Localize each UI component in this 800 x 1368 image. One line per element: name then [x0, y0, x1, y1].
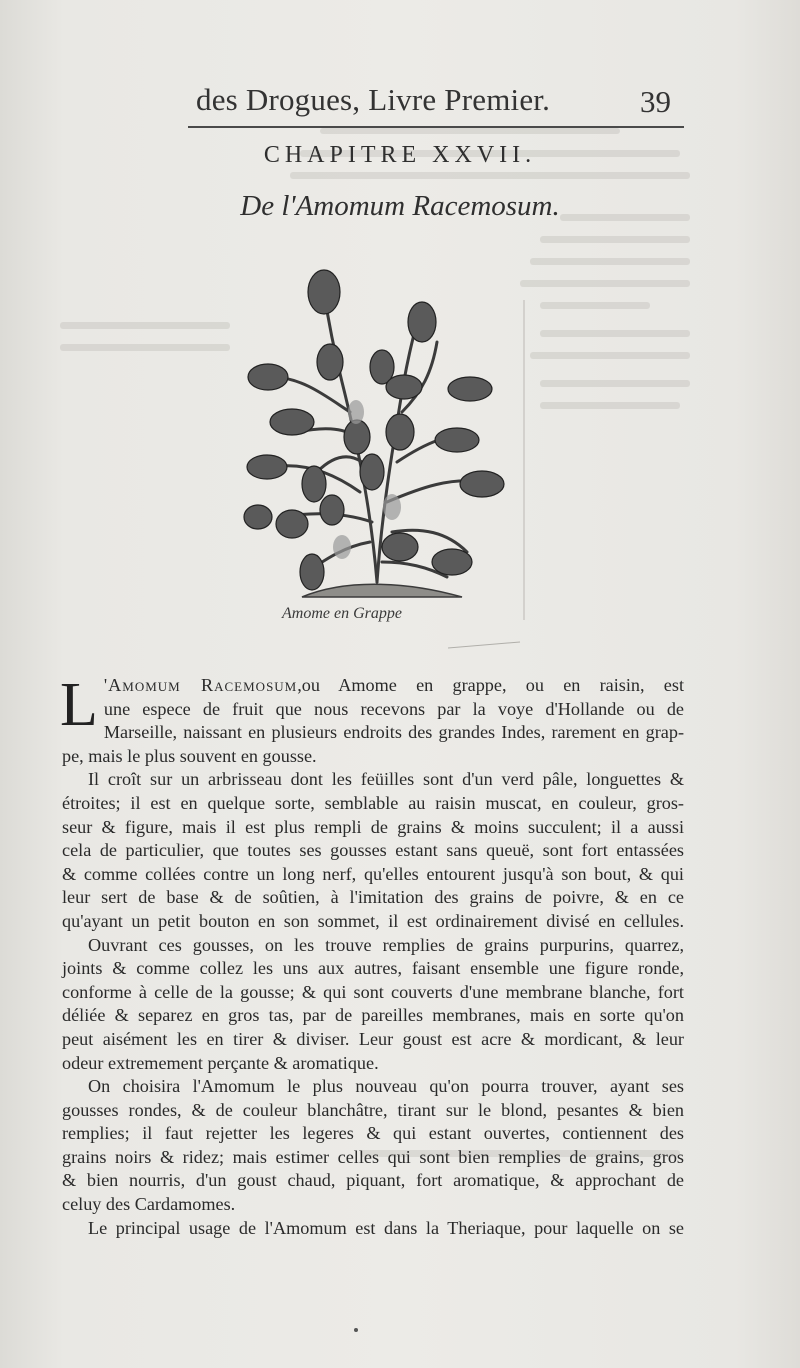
drop-cap: L	[60, 671, 98, 739]
text-line: pe, mais le plus souvent en gousse.	[62, 745, 317, 766]
text-line: déliée & separez en gros tas, par de pareilles membranes, mais en sorte qu'on	[62, 1005, 684, 1026]
text-line: celuy des Cardamomes.	[62, 1194, 236, 1215]
text-line: grains noirs & ridez; mais estimer celles qui sont bien remplies de grains, gros	[62, 1146, 684, 1167]
text-line: qu'ayant un petit bouton en son sommet, il est ordinairement divisé en cellules.	[62, 910, 684, 931]
text-line: Ouvrant ces gousses, on les trouve remplies de grains purpurins, quarrez,	[88, 934, 684, 955]
page-number: 39	[640, 84, 671, 119]
chapter-heading: CHAPITRE XXVII.	[263, 142, 537, 168]
text-line: joints & comme collez les uns aux autres, faisant ensemble une figure ronde,	[62, 958, 684, 979]
amomum-plant-illustration	[232, 262, 522, 612]
header-rule	[188, 126, 684, 128]
illustration-caption: Amome en Grappe	[282, 605, 402, 622]
term-amomum-racemosum: 'Amomum Racemosum	[103, 675, 298, 695]
text-line: Le principal usage de l'Amomum est dans la Theriaque, pour laquelle on se	[88, 1217, 684, 1238]
text-line: étroites; il est en quelque sorte, semblable au raisin muscat, en couleur, gros-	[62, 792, 684, 813]
text-line: On choisira l'Amomum le plus nouveau qu'on pourra trouver, ayant ses	[88, 1076, 684, 1097]
amomum-plant-icon	[232, 262, 522, 612]
text-line: conforme à celle de la gousse; & qui sont couverts d'une membrane blanche, fort	[62, 981, 684, 1002]
text-line: cela de particulier, que toutes ses gousses estant sans queuë, sont fort entassées	[62, 840, 684, 861]
text-line: Marseille, naissant en plusieurs endroits des grandes Indes, rarement en grap-	[103, 722, 684, 743]
running-title: des Drogues, Livre Premier.	[196, 82, 551, 117]
text-line: une espece de fruit que nous recevons par la voye d'Hollande ou de	[103, 698, 684, 719]
text-line: seur & figure, mais il est plus rempli de grains & moins succulent; il a aussi	[62, 816, 684, 837]
text-line: gousses rondes, & de couleur blanchâtre, tirant sur le blond, pesantes & bien	[62, 1099, 684, 1120]
text-line: remplies; il faut rejetter les legeres & qui estant ouvertes, contiennent des	[62, 1123, 684, 1144]
text-line: Il croît sur un arbrisseau dont les feüilles sont d'un verd pâle, longuettes &	[88, 769, 684, 790]
chapter-subtitle: De l'Amomum Racemosum.	[240, 190, 560, 222]
text-line	[62, 674, 684, 698]
text-line-part: ,ou Amome en grappe, ou en raisin, est	[297, 675, 685, 695]
text-line: & comme collées contre un long nerf, qu'elles entourent jusqu'à son bout, & qui	[62, 863, 684, 884]
text-line: & bien nourris, d'un goust chaud, piquant, fort aromatique, & approchant de	[62, 1170, 684, 1191]
body-text	[60, 671, 685, 1240]
text-line: peut aisément les en tirer & diviser. Leur goust est acre & mordicant, & leur	[62, 1028, 684, 1049]
text-line: odeur extremement perçante & aromatique.	[62, 1052, 379, 1073]
text-line: leur sert de base & de soûtien, à l'imitation des grains de poivre, & en ce	[62, 887, 684, 908]
